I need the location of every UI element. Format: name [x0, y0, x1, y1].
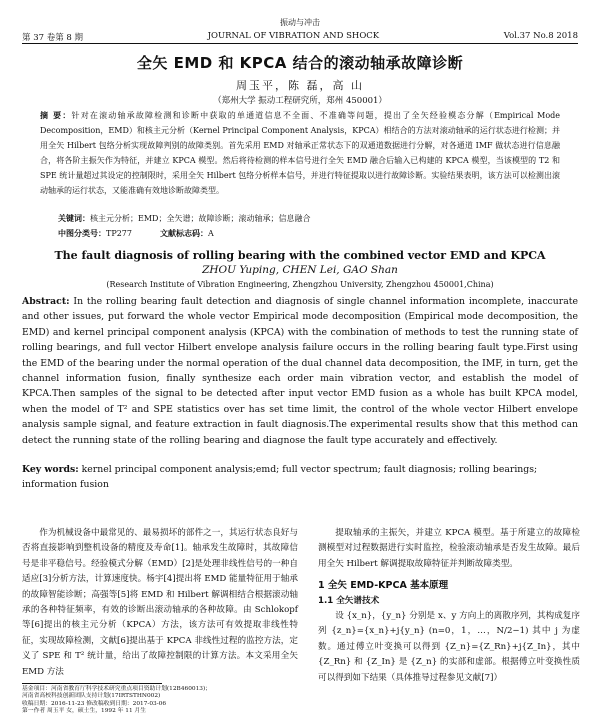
keywords-english-label: Key words:	[22, 464, 79, 475]
authors-english: ZHOU Yuping, CHEN Lei, GAO Shan	[202, 264, 398, 276]
doc-code-label: 文献标志码：	[160, 228, 208, 238]
doc-code-value: A	[208, 229, 214, 238]
abstract-chinese-label: 摘 要：	[40, 110, 72, 120]
title-english: The fault diagnosis of rolling bearing with the combined vector EMD and KPCA	[54, 249, 546, 262]
clc-label: 中图分类号：	[58, 228, 106, 238]
footnote-line: 收稿日期：2016-11-23 修改稿收到日期：2017-03-06	[22, 700, 167, 707]
keywords-chinese	[58, 213, 558, 224]
footnote-line: 河南省高校科技创新团队支持计划(17IRTSTHN002)	[22, 693, 161, 700]
journal-name: JOURNAL OF VIBRATION AND SHOCK	[207, 31, 380, 41]
journal-header	[22, 31, 578, 43]
keywords-chinese-text: 核主元分析；EMD；全矢谱；故障诊断；滚动轴承；信息融合	[90, 214, 311, 223]
footnote-line: 基金项目：河南省教育厅科学技术研究重点项目资助计划(12B460013)；	[22, 686, 212, 692]
footnote-line: 第一作者 周玉平 女，硕士生，1992 年 11 月生	[22, 708, 147, 715]
abstract-english-text: In the rolling bearing fault detection and diagnosis of single channel information incomplete, inaccurate and other issues, put forward the whole vector Empirical mode decomposition (Empirical mode decomposition, the EMD) and kernel principal component analysis (KPCA) with the combination of methods to test the running state of rolling bearings, and full vector Hilbert envelope analysis failure occurs in the rolling bearing fault type.First using the EMD of the bearing under the normal operation of the dual channel data decomposition, the IMF, in turn, get the channel information fusion, finally synthesize each order main vibration vector, and establish the model of KPCA.Then samples of the signal to be detected after input vector EMD fusion as a whole has built KPCA model, when the model of T² and SPE statistics over has set time limit, the control of the whole vector Hilbert envelope analysis sample signal, and feature extraction in fault diagnosis.The experimental results show that this method can detect the running state of the rolling bearing and diagnose the fault type accurately and effectively.	[22, 296, 578, 446]
abstract-english-label: Abstract:	[22, 296, 70, 307]
clc-number	[58, 228, 132, 239]
footnotes	[22, 686, 298, 716]
document-code	[160, 228, 214, 239]
section-heading: 1 全矢 EMD-KPCA 基本原理	[318, 580, 449, 592]
subsection-heading: 1.1 全矢谱技术	[318, 595, 380, 606]
footnote-rule	[22, 683, 162, 684]
title-chinese: 全矢 EMD 和 KPCA 结合的滚动轴承故障诊断	[136, 54, 464, 72]
issue-info: 第 37 卷第 8 期	[22, 33, 84, 43]
running-head: 振动与冲击	[280, 18, 320, 27]
body-right-intro: 提取轴承的主振矢，并建立 KPCA 模型。基于所建立的故障检测模型对过程数据进行实时监控，检验滚动轴承是否发生故障。最后用全矢 Hilbert 解调提取故障特征并判断故障类型。	[318, 528, 580, 569]
clc-value: TP277	[106, 229, 132, 238]
affiliation-english: (Research Institute of Vibration Engineering, Zhengzhou University, Zhengzhou 450001,China)	[106, 280, 494, 289]
body-left-column: 作为机械设备中最常见的、最易损坏的部件之一，其运行状态良好与否将直接影响到整机设备的精度及寿命[1]。轴承发生故障时，其故障信号是非平稳信号。经验模式分解（EMD）[2]是处理非线性信号的一种自适应[3]分析方法，计算速度快。杨宇[4]提出将 EMD 能量特征用于轴承的故障智能诊断；高强等[5]将 EMD 和 Hilbert 解调相结合根据滚动轴承的各种特征频率，有效的诊断出滚动轴承的各种故障。由 Schlokopf 等[6]提出的核主元分析（KPCA）方法，该方法可有效提取非线性特征，实现故障检测，文献[6]提出基于 KPCA 非线性过程的监控方法，定义了 SPE 和 T² 统计量，给出了故障控制限的计算方法。本文采用全矢 EMD 方法	[22, 528, 298, 677]
abstract-english	[22, 294, 578, 448]
keywords-english	[22, 462, 578, 493]
affiliation-chinese: （郑州大学 振动工程研究所，郑州 450001）	[213, 96, 387, 106]
keywords-chinese-label: 关键词：	[58, 213, 90, 223]
body-right-column	[318, 526, 580, 686]
body-right-paragraph: 设 {x_n}，{y_n} 分别是 x、y 方向上的离散序列，其构成复序列 {z_n}={x_n}+j{y_n} (n=0，1，…，N/2−1) 其中 j 为虚数。通过傅立叶变换可以得到 {Z_n}={Z_Rn}+j{Z_In}，其中 {Z_Rn} 和 {Z_In} 是 {Z_n} 的实部和虚部。根据傅立叶变换性质可以得到如下结果（具体推导过程参见文献[7]）	[318, 611, 580, 683]
keywords-english-text: kernel principal component analysis;emd; full vector spectrum; fault diagnosis; rolling bearings; information fusion	[22, 464, 538, 491]
classification-info	[58, 228, 558, 239]
header-rule	[22, 43, 578, 44]
volume-info: Vol.37 No.8 2018	[503, 31, 578, 41]
authors-chinese: 周玉平，陈 磊，高 山	[236, 79, 364, 92]
abstract-chinese	[40, 108, 560, 198]
abstract-chinese-text: 针对在滚动轴承故障检测和诊断中获取的单通道信息不全面、不准确等问题，提出了全矢经验模态分解（Empirical Mode Decomposition，EMD）和核主元分析（Kernel Principal Component Analysis，KPCA）相结合的方法对滚动轴承的运行状态进行检测；并用全矢 Hilbert 包络分析实现故障判别的故障类别。首先采用 EMD 对轴承正常状态下的双通道数据进行分解，对各通道 IMF 做状态进行信息融合，将各阶主振矢作为特征，并建立 KPCA 模型。然后将待检测的样本信号进行全矢 EMD 融合后输入已构建的 KPCA 模型，当该模型的 T2 和 SPE 统计量超过其设定的控制限时，采用全矢 Hilbert 包络分析样本信号，并进行特征提取以进行故障诊断。实验结果表明，该方法可以检测出滚动轴承的运行状态，又能准确有效地诊断故障类型。	[40, 111, 560, 195]
